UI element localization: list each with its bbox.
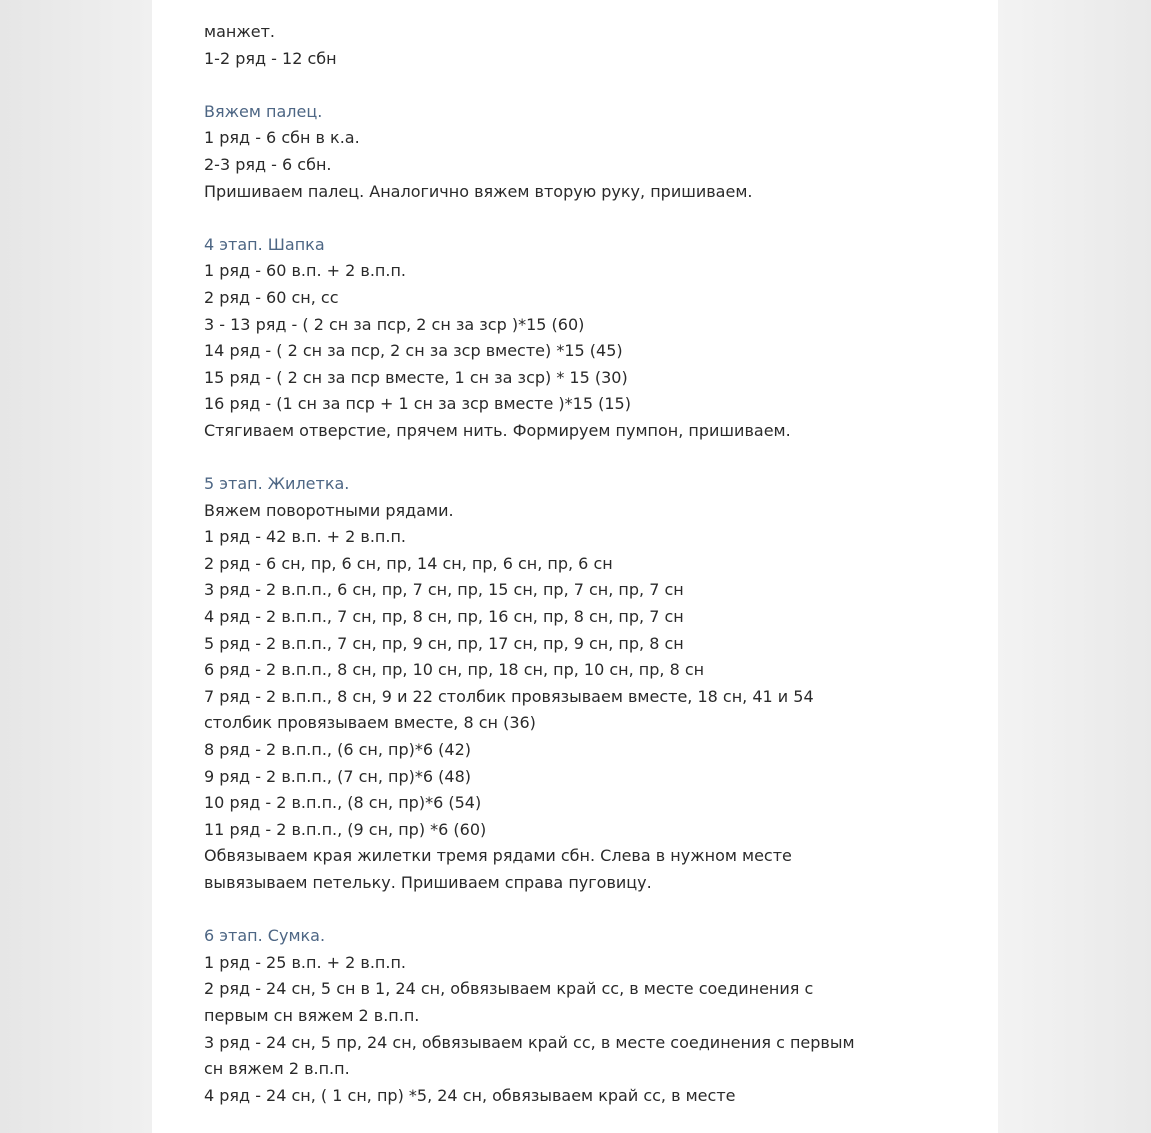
text-line: 4 ряд - 2 в.п.п., 7 сн, пр, 8 сн, пр, 16 сн, пр, 8 сн, пр, 7 сн (204, 607, 684, 627)
text-line: 1 ряд - 42 в.п. + 2 в.п.п. (204, 527, 407, 547)
section-heading-finger: Вяжем палец. (204, 101, 323, 121)
document-content[interactable] (204, 19, 984, 1109)
text-line: Обвязываем края жилетки тремя рядами сбн. Слева в нужном месте (204, 846, 792, 866)
text-line: 2-3 ряд - 6 сбн. (204, 154, 332, 174)
document-page (152, 0, 998, 1133)
text-line: столбик провязываем вместе, 8 сн (36) (204, 713, 536, 733)
text-line: 3 - 13 ряд - ( 2 сн за пср, 2 сн за зср )*15 (60) (204, 314, 585, 334)
text-line: 5 ряд - 2 в.п.п., 7 сн, пр, 9 сн, пр, 17 сн, пр, 9 сн, пр, 8 сн (204, 633, 684, 653)
text-line: Стягиваем отверстие, прячем нить. Формируем пумпон, пришиваем. (204, 420, 791, 440)
text-line: 2 ряд - 60 сн, сс (204, 287, 339, 307)
left-margin (0, 0, 152, 1133)
text-line: Вяжем поворотными рядами. (204, 500, 454, 520)
text-line: Пришиваем палец. Аналогично вяжем вторую руку, пришиваем. (204, 181, 753, 201)
text-line: 3 ряд - 24 сн, 5 пр, 24 сн, обвязываем край сс, в месте соединения с первым (204, 1032, 855, 1052)
text-line: 9 ряд - 2 в.п.п., (7 сн, пр)*6 (48) (204, 766, 472, 786)
text-line: манжет. (204, 22, 275, 41)
text-line: 15 ряд - ( 2 сн за пср вместе, 1 сн за зср) * 15 (30) (204, 367, 628, 387)
right-margin (998, 0, 1151, 1133)
text-line: 11 ряд - 2 в.п.п., (9 сн, пр) *6 (60) (204, 819, 487, 839)
text-line: 16 ряд - (1 сн за пср + 1 сн за зср вместе )*15 (15) (204, 394, 631, 414)
text-line: 7 ряд - 2 в.п.п., 8 сн, 9 и 22 столбик провязываем вместе, 18 сн, 41 и 54 (204, 686, 814, 706)
section-heading-vest: 5 этап. Жилетка. (204, 474, 350, 494)
section-heading-hat: 4 этап. Шапка (204, 234, 325, 254)
text-line: 2 ряд - 24 сн, 5 сн в 1, 24 сн, обвязываем край сс, в месте соединения с (204, 979, 814, 999)
text-line: 6 ряд - 2 в.п.п., 8 сн, пр, 10 сн, пр, 18 сн, пр, 10 сн, пр, 8 сн (204, 660, 705, 680)
text-line: 1 ряд - 6 сбн в к.а. (204, 128, 360, 148)
text-line: 2 ряд - 6 сн, пр, 6 сн, пр, 14 сн, пр, 6 сн, пр, 6 сн (204, 553, 613, 573)
text-line: 1 ряд - 60 в.п. + 2 в.п.п. (204, 261, 407, 281)
text-line: 10 ряд - 2 в.п.п., (8 сн, пр)*6 (54) (204, 793, 482, 813)
text-line: вывязываем петельку. Пришиваем справа пуговицу. (204, 873, 652, 892)
text-line: 8 ряд - 2 в.п.п., (6 сн, пр)*6 (42) (204, 740, 472, 760)
text-line: 3 ряд - 2 в.п.п., 6 сн, пр, 7 сн, пр, 15 сн, пр, 7 сн, пр, 7 сн (204, 580, 684, 600)
text-line: 1 ряд - 25 в.п. + 2 в.п.п. (204, 952, 407, 972)
text-line: первым сн вяжем 2 в.п.п. (204, 1005, 420, 1025)
text-line: 14 ряд - ( 2 сн за пср, 2 сн за зср вместе) *15 (45) (204, 341, 623, 361)
section-heading-bag: 6 этап. Сумка. (204, 926, 326, 946)
text-line: 4 ряд - 24 сн, ( 1 сн, пр) *5, 24 сн, обвязываем край сс, в месте (204, 1085, 736, 1105)
text-line: 1-2 ряд - 12 сбн (204, 48, 337, 68)
text-line: сн вяжем 2 в.п.п. (204, 1059, 350, 1079)
